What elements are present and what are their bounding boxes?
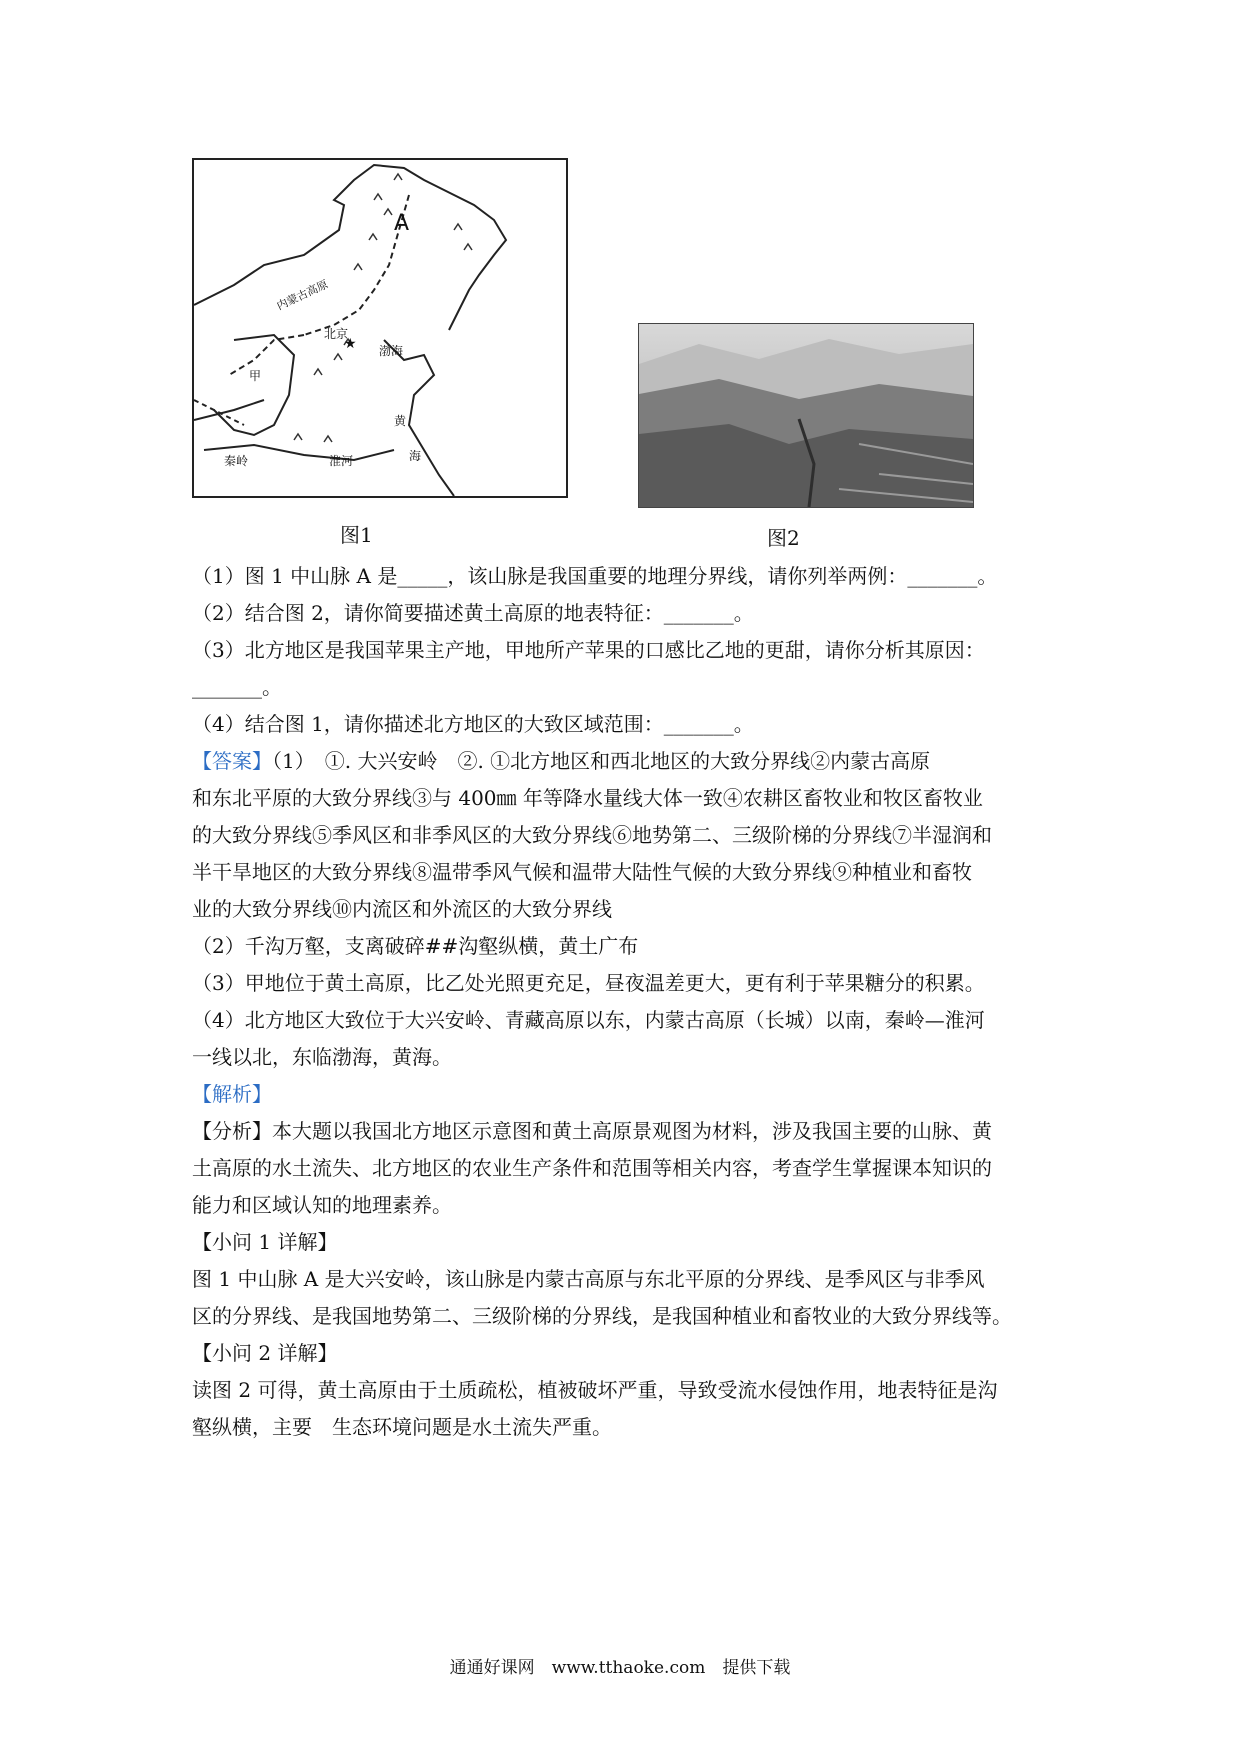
north-region-map bbox=[194, 160, 566, 496]
sub-question-2-line-1: 读图 2 可得，黄土高原由于土质疏松，植被破坏严重，导致受流水侵蚀作用，地表特征是沟 bbox=[192, 1378, 998, 1402]
label-qinling: 秦岭 bbox=[224, 454, 249, 468]
sub-question-1-line-2: 区的分界线、是我国地势第二、三级阶梯的分界线，是我国种植业和畜牧业的大致分界线等。 bbox=[192, 1304, 1012, 1328]
question-4: （4）结合图 1，请你描述北方地区的大致区域范围：_______。 bbox=[192, 712, 754, 736]
label-huanghai-2: 海 bbox=[409, 449, 422, 463]
answer-4-cont: 一线以北，东临渤海，黄海。 bbox=[192, 1045, 452, 1069]
question-1: （1）图 1 中山脉 A 是_____，该山脉是我国重要的地理分界线，请你列举两例：_______。 bbox=[192, 564, 998, 588]
answer-line-4: 半干旱地区的大致分界线⑧温带季风气候和温带大陆性气候的大致分界线⑨种植业和畜牧 bbox=[192, 860, 972, 884]
sub-question-1-heading: 【小问 1 详解】 bbox=[192, 1230, 338, 1254]
figure-2-photo bbox=[638, 323, 974, 508]
label-bohai: 渤海 bbox=[379, 344, 404, 358]
label-huanghai-1: 黄 bbox=[394, 414, 407, 428]
analysis-heading: 【解析】 bbox=[192, 1082, 272, 1106]
answer-line-3: 的大致分界线⑤季风区和非季风区的大致分界线⑥地势第二、三级阶梯的分界线⑦半湿润和 bbox=[192, 823, 992, 847]
answer-2: （2）千沟万壑，支离破碎##沟壑纵横，黄土广布 bbox=[192, 934, 639, 958]
label-beijing: 北京 bbox=[324, 327, 349, 341]
figure-1-caption: 图1 bbox=[340, 523, 373, 547]
sub-question-2-heading: 【小问 2 详解】 bbox=[192, 1341, 338, 1365]
label-huaihe: 淮河 bbox=[329, 454, 354, 468]
page-footer: 通通好课网 www.tthaoke.com 提供下载 bbox=[449, 1658, 791, 1678]
answer-label: 【答案】 bbox=[192, 749, 272, 773]
answer-line-5: 业的大致分界线⑩内流区和外流区的大致分界线 bbox=[192, 897, 612, 921]
figure-2-caption: 图2 bbox=[767, 526, 800, 550]
sub-question-1-line-1: 图 1 中山脉 A 是大兴安岭，该山脉是内蒙古高原与东北平原的分界线、是季风区与非季风 bbox=[192, 1267, 985, 1291]
question-and-answer-text bbox=[192, 558, 1068, 1446]
answer-line-1: 【答案】（1） ①. 大兴安岭 ②. ①北方地区和西北地区的大致分界线②内蒙古高原 bbox=[192, 749, 931, 773]
label-jia: 甲 bbox=[249, 369, 262, 383]
question-2: （2）结合图 2，请你简要描述黄土高原的地表特征：_______。 bbox=[192, 601, 754, 625]
svg-text:★: ★ bbox=[344, 336, 357, 352]
label-mountain-a: A bbox=[394, 211, 410, 236]
analysis-line-1: 【分析】本大题以我国北方地区示意图和黄土高原景观图为材料，涉及我国主要的山脉、黄 bbox=[192, 1119, 992, 1143]
loess-plateau-photo bbox=[639, 324, 973, 507]
question-3-cont: _______。 bbox=[192, 675, 282, 699]
answer-3: （3）甲地位于黄土高原，比乙处光照更充足，昼夜温差更大，更有利于苹果糖分的积累。 bbox=[192, 971, 985, 995]
analysis-line-2: 土高原的水土流失、北方地区的农业生产条件和范围等相关内容，考查学生掌握课本知识的 bbox=[192, 1156, 992, 1180]
sub-question-2-line-2: 壑纵横，主要 生态环境问题是水土流失严重。 bbox=[192, 1415, 612, 1439]
figure-1-map bbox=[192, 158, 568, 498]
answer-4: （4）北方地区大致位于大兴安岭、青藏高原以东，内蒙古高原（长城）以南，秦岭—淮河 bbox=[192, 1008, 985, 1032]
answer-line-2: 和东北平原的大致分界线③与 400㎜ 年等降水量线大体一致④农耕区畜牧业和牧区畜牧业 bbox=[192, 786, 983, 810]
analysis-line-3: 能力和区域认知的地理素养。 bbox=[192, 1193, 452, 1217]
label-plateau: 内蒙古高原 bbox=[274, 277, 331, 313]
question-3: （3）北方地区是我国苹果主产地，甲地所产苹果的口感比乙地的更甜，请你分析其原因： bbox=[192, 638, 985, 662]
